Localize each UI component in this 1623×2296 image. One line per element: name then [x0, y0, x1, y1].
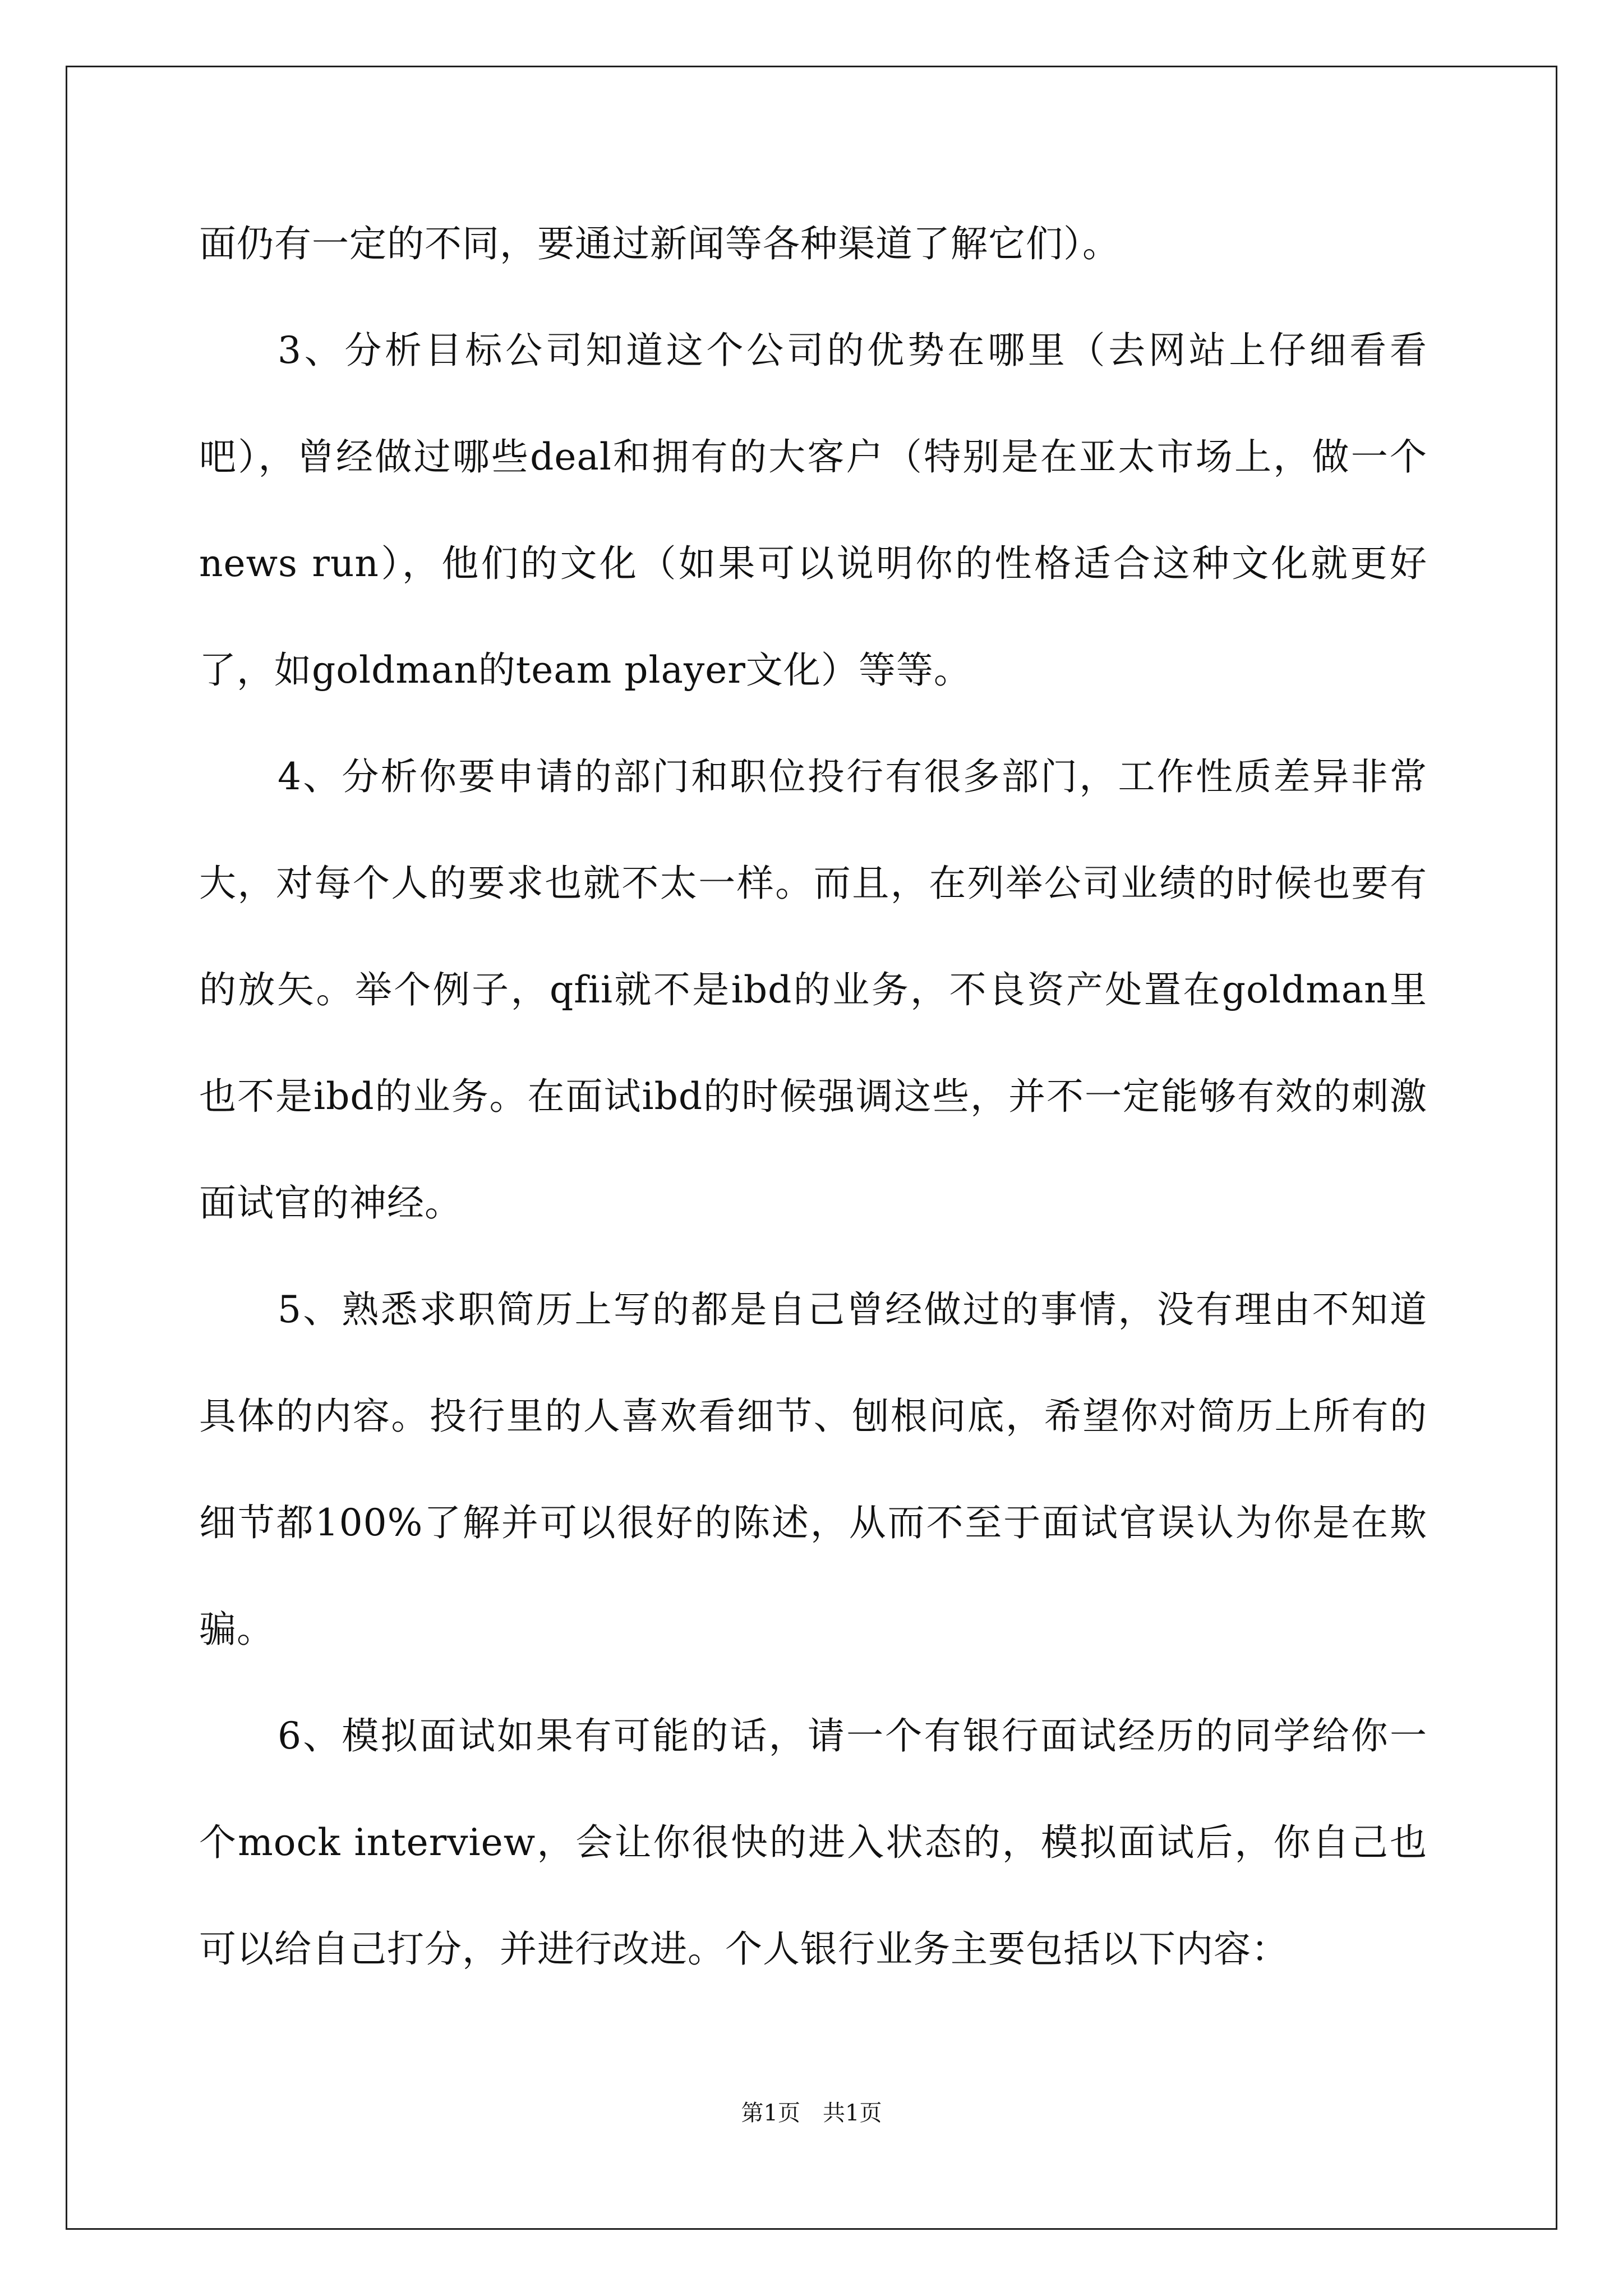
paragraph-item-3: 3、分析目标公司知道这个公司的优势在哪里（去网站上仔细看看吧），曾经做过哪些deal和拥有的大客户（特别是在亚太市场上，做一个news run），他们的文化（如果可以说明你的性格适合这种文化就更好了，如goldman的team player文化）等等。: [199, 329, 1427, 692]
document-body: [199, 213, 1427, 2003]
paragraph-item-5: 5、熟悉求职简历上写的都是自己曾经做过的事情，没有理由不知道具体的内容。投行里的人喜欢看细节、刨根问底，希望你对简历上所有的细节都100%了解并可以很好的陈述，从而不至于面试官误认为你是在欺骗。: [199, 1288, 1427, 1651]
paragraph-continuation: 面仍有一定的不同，要通过新闻等各种渠道了解它们）。: [199, 222, 1120, 265]
page-footer: 第1页 共1页: [741, 2100, 882, 2126]
paragraph-item-6: 6、模拟面试如果有可能的话，请一个有银行面试经历的同学给你一个mock interview，会让你很快的进入状态的，模拟面试后，你自己也可以给自己打分，并进行改进。个人银行业务主要包括以下内容：: [199, 1714, 1427, 1971]
paragraph-item-4: 4、分析你要申请的部门和职位投行有很多部门，工作性质差异非常大，对每个人的要求也就不太一样。而且，在列举公司业绩的时候也要有的放矢。举个例子，qfii就不是ibd的业务，不良资产处置在goldman里也不是ibd的业务。在面试ibd的时候强调这些，并不一定能够有效的刺激面试官的神经。: [199, 755, 1427, 1225]
